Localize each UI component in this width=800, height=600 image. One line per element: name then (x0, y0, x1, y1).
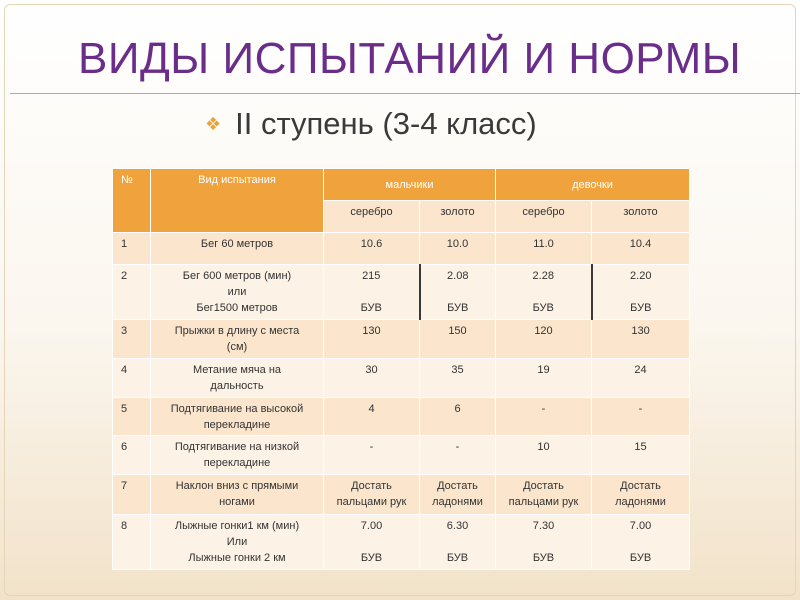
test-name (151, 319, 324, 358)
norm-girls-silver (496, 358, 592, 397)
title-divider (10, 93, 800, 94)
test-name (151, 397, 324, 436)
test-name-line: перекладине (203, 418, 271, 431)
norm-boys-gold-line: 6.30 (446, 520, 469, 533)
norm-girls-gold-line: 2.20 (630, 270, 652, 282)
row-number: 2 (113, 265, 151, 320)
test-name-line: или (227, 285, 247, 298)
row-number: 1 (113, 233, 151, 265)
norm-boys-silver-line: БУВ (360, 301, 382, 314)
norm-girls-silver-line: 7.30 (532, 520, 555, 533)
norm-girls-gold (592, 265, 690, 320)
norm-boys-gold-line: БУВ (447, 301, 469, 314)
norm-girls-silver (496, 515, 592, 570)
norm-girls-silver-line: пальцами рук (508, 496, 579, 509)
subheader-boys-gold: золото (420, 201, 496, 233)
table-row (113, 358, 690, 397)
header-num: № (113, 169, 151, 233)
norm-girls-gold-line: 15 (634, 441, 647, 454)
norm-boys-silver-line: БУВ (360, 552, 383, 565)
norm-boys-gold (420, 233, 496, 265)
norm-boys-silver (324, 515, 420, 570)
table-row (113, 397, 690, 436)
norm-girls-silver (496, 233, 592, 265)
table-row (113, 319, 690, 358)
table-row (113, 233, 690, 265)
norm-boys-gold-line (424, 285, 493, 301)
norm-boys-silver-line: 130 (362, 324, 381, 337)
test-name-line: Лыжные гонки 2 км (188, 552, 286, 565)
norm-boys-gold (420, 515, 496, 570)
norm-boys-silver-line: 30 (365, 363, 378, 376)
norm-girls-silver-line: БУВ (532, 552, 555, 565)
row-number: 8 (113, 515, 151, 570)
norm-boys-silver-line: 10.6 (360, 238, 383, 250)
subtitle (205, 106, 537, 142)
norm-boys-silver-line (327, 535, 416, 551)
norm-girls-silver-line: 120 (534, 324, 553, 337)
header-test: Вид испытания (151, 169, 324, 233)
norm-girls-gold-line: 130 (631, 324, 650, 337)
norm-girls-silver-line: 19 (537, 363, 550, 376)
norm-girls-gold-line: 7.00 (629, 520, 652, 533)
norm-boys-gold (420, 358, 496, 397)
norm-girls-gold-line: ладонями (615, 496, 666, 509)
norm-boys-silver (324, 319, 420, 358)
norm-girls-silver (496, 265, 592, 320)
test-name (151, 233, 324, 265)
test-name-line: Лыжные гонки1 км (мин) (174, 520, 300, 533)
norm-girls-gold-line: БУВ (629, 552, 652, 565)
norm-boys-silver (324, 436, 420, 475)
row-number: 6 (113, 436, 151, 475)
test-name-line: Подтягивание на низкой (174, 441, 300, 454)
row-number: 4 (113, 358, 151, 397)
norm-girls-silver (496, 319, 592, 358)
slide-title: ВИДЫ ИСПЫТАНИЙ И НОРМЫ (78, 34, 742, 83)
norm-girls-silver-line: - (541, 402, 546, 415)
norm-girls-gold (592, 397, 690, 436)
norm-boys-gold-line: 10.0 (446, 238, 469, 250)
norm-girls-gold-line: 10.4 (629, 238, 652, 250)
test-name-line: Бег1500 метров (196, 301, 278, 314)
norm-boys-gold-line: 2.08 (447, 270, 469, 282)
norm-girls-gold (592, 319, 690, 358)
table-header-row (113, 169, 690, 201)
norm-boys-silver-line: 7.00 (360, 520, 383, 533)
diamond-bullet-icon: ❖ (205, 113, 222, 135)
norm-girls-gold-line: 24 (634, 363, 647, 376)
norm-girls-gold (592, 233, 690, 265)
subheader-boys-silver: серебро (324, 201, 420, 233)
test-name-line: перекладине (203, 457, 271, 470)
table-row (113, 436, 690, 475)
norm-girls-gold (592, 436, 690, 475)
test-name-line: Бег 60 метров (200, 238, 274, 250)
norm-girls-silver-line: БУВ (532, 301, 554, 314)
norm-boys-silver-line: - (369, 441, 374, 454)
norm-girls-silver (496, 475, 592, 515)
norm-boys-silver-line: Достать (351, 480, 392, 493)
norm-boys-silver (324, 358, 420, 397)
row-number: 7 (113, 475, 151, 515)
norm-boys-gold (420, 436, 496, 475)
norm-boys-gold (420, 319, 496, 358)
norm-boys-gold (420, 397, 496, 436)
test-name-line: ногами (219, 496, 255, 509)
norm-boys-gold-line: - (455, 441, 460, 454)
norm-girls-silver-line: Достать (523, 480, 564, 493)
norm-girls-silver-line (499, 535, 588, 551)
subtitle-text: II ступень (3-4 класс) (235, 106, 537, 141)
header-boys: мальчики (324, 169, 496, 201)
row-number: 5 (113, 397, 151, 436)
test-name-line: Подтягивание на высокой (170, 402, 304, 415)
test-name-line: Метание мяча на (192, 363, 282, 376)
norm-boys-gold-line: БУВ (446, 552, 469, 565)
norm-boys-silver-line: 4 (368, 402, 375, 415)
test-name-line: Или (226, 536, 248, 549)
norm-girls-gold-line (595, 535, 686, 551)
test-name-line: дальность (210, 379, 264, 392)
norm-boys-silver-line: пальцами рук (336, 496, 407, 509)
norm-boys-silver (324, 397, 420, 436)
norm-girls-gold-line: Достать (620, 480, 661, 493)
norm-boys-gold-line: Достать (437, 480, 478, 493)
row-number: 3 (113, 319, 151, 358)
norms-table (112, 168, 690, 570)
test-name (151, 358, 324, 397)
norm-girls-gold (592, 475, 690, 515)
norm-girls-silver (496, 397, 592, 436)
norm-boys-gold-line: 150 (448, 324, 467, 337)
norm-boys-silver-line: 215 (362, 270, 381, 282)
norm-boys-silver (324, 233, 420, 265)
subheader-girls-gold: золото (592, 201, 690, 233)
test-name (151, 515, 324, 570)
norm-boys-gold-line (423, 535, 492, 551)
norm-boys-gold-line: 35 (451, 363, 464, 376)
test-name-line: (см) (226, 340, 248, 353)
norm-boys-silver (324, 265, 420, 320)
norm-boys-gold (420, 475, 496, 515)
table-row (113, 265, 690, 320)
norm-boys-silver-line (327, 285, 416, 301)
norm-girls-gold-line: - (638, 402, 643, 415)
table-row (113, 515, 690, 570)
test-name-line: Наклон вниз с прямыми (175, 480, 299, 493)
test-name (151, 265, 324, 320)
norm-boys-silver (324, 475, 420, 515)
norm-girls-gold (592, 515, 690, 570)
test-name-line: Бег 600 метров (мин) (182, 270, 292, 282)
table-row (113, 475, 690, 515)
header-girls: девочки (496, 169, 690, 201)
norm-girls-silver-line: 10 (537, 441, 550, 454)
norm-girls-silver-line: 2.28 (532, 270, 554, 282)
norm-boys-gold-line: ладонями (432, 496, 483, 509)
norm-girls-gold-line: БУВ (630, 301, 652, 314)
table-body (113, 233, 690, 570)
test-name-line: Прыжки в длину с места (174, 324, 300, 337)
norm-girls-silver-line (499, 285, 588, 301)
norm-boys-gold-line: 6 (454, 402, 461, 415)
norm-boys-gold (420, 265, 496, 320)
subheader-girls-silver: серебро (496, 201, 592, 233)
test-name (151, 436, 324, 475)
norm-girls-silver-line: 11.0 (533, 238, 554, 250)
norm-girls-silver (496, 436, 592, 475)
test-name (151, 475, 324, 515)
norm-girls-gold (592, 358, 690, 397)
norm-girls-gold-line (596, 285, 687, 301)
